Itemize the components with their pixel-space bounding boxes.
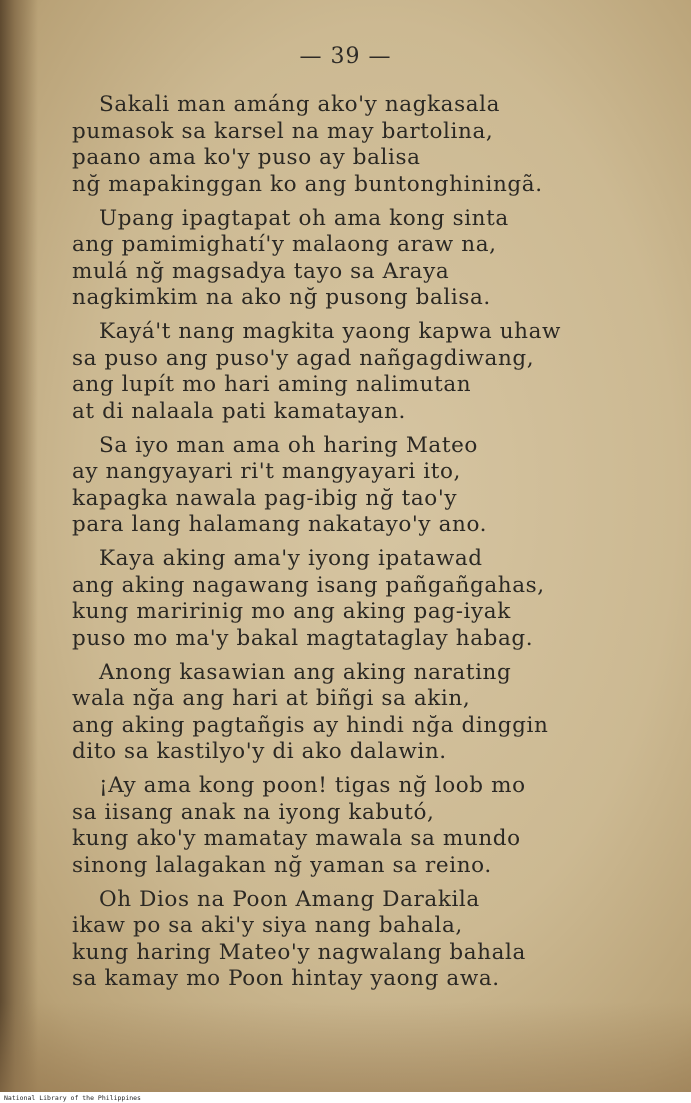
verse-line: Oh Dios na Poon Amang Darakila — [99, 886, 480, 912]
stanza — [72, 660, 652, 766]
stanza — [72, 773, 652, 879]
verse-line: wala nğa ang hari at biñgi sa akin, — [72, 686, 471, 711]
verse-line: nagkimkim na ako nğ pusong balisa. — [72, 285, 491, 310]
poem-body — [72, 92, 652, 1000]
stanza — [72, 433, 652, 539]
verse-line: at di nalaala pati kamatayan. — [72, 398, 406, 424]
stanza — [72, 206, 652, 312]
verse-line: pumasok sa karsel na may bartolina, — [72, 118, 494, 144]
verse-line: ang aking pagtañgis ay hindi nğa dinggin — [72, 712, 549, 738]
verse-line: ang pamimighatí'y malaong araw na, — [72, 232, 497, 257]
stanza — [72, 546, 652, 652]
verse-line: sa puso ang puso'y agad nañgagdiwang, — [72, 345, 535, 371]
page-number: — 39 — — [299, 44, 392, 69]
verse-line: kung ako'y mamatay mawala sa mundo — [72, 826, 521, 851]
verse-line: Upang ipagtapat oh ama kong sinta — [99, 205, 509, 231]
verse-line: kung maririnig mo ang aking pag-iyak — [72, 599, 511, 624]
verse-line: Kaya aking ama'y iyong ipatawad — [99, 546, 483, 571]
verse-line: mulá nğ magsadya tayo sa Araya — [72, 258, 450, 284]
verse-line: sinong lalagakan nğ yaman sa reino. — [72, 852, 492, 878]
library-credit: National Library of the Philippines — [4, 1094, 141, 1102]
verse-line: Anong kasawian ang aking narating — [99, 659, 512, 685]
stanza — [72, 887, 652, 993]
verse-line: ay nangyayari ri't mangyayari ito, — [72, 459, 461, 484]
verse-line: para lang halamang nakatayo'y ano. — [72, 512, 488, 537]
verse-line: paano ama ko'y puso ay balisa — [72, 145, 421, 170]
stanza — [72, 92, 652, 198]
verse-line: dito sa kastilyo'y di ako dalawin. — [72, 739, 447, 764]
verse-line: kung haring Mateo'y nagwalang bahala — [72, 939, 526, 965]
verse-line: Kayá't nang magkita yaong kapwa uhaw — [99, 319, 562, 344]
verse-line: Sa iyo man ama oh haring Mateo — [99, 432, 478, 458]
verse-line: ang aking nagawang isang pañgañgahas, — [72, 572, 545, 598]
verse-line: Sakali man amáng ako'y nagkasala — [99, 92, 501, 117]
verse-line: kapagka nawala pag-ibig nğ tao'y — [72, 485, 458, 511]
verse-line: ikaw po sa aki'y siya nang bahala, — [72, 913, 463, 938]
verse-line: ang lupít mo hari aming nalimutan — [72, 372, 472, 397]
stanza — [72, 319, 652, 425]
verse-line: ¡Ay ama kong poon! tigas nğ loob mo — [99, 773, 526, 798]
verse-line: sa kamay mo Poon hintay yaong awa. — [72, 966, 500, 991]
verse-line: puso mo ma'y bakal magtataglay habag. — [72, 625, 534, 651]
verse-line: nğ mapakinggan ko ang buntonghiningã. — [72, 171, 543, 197]
verse-line: sa iisang anak na iyong kabutó, — [72, 799, 435, 825]
